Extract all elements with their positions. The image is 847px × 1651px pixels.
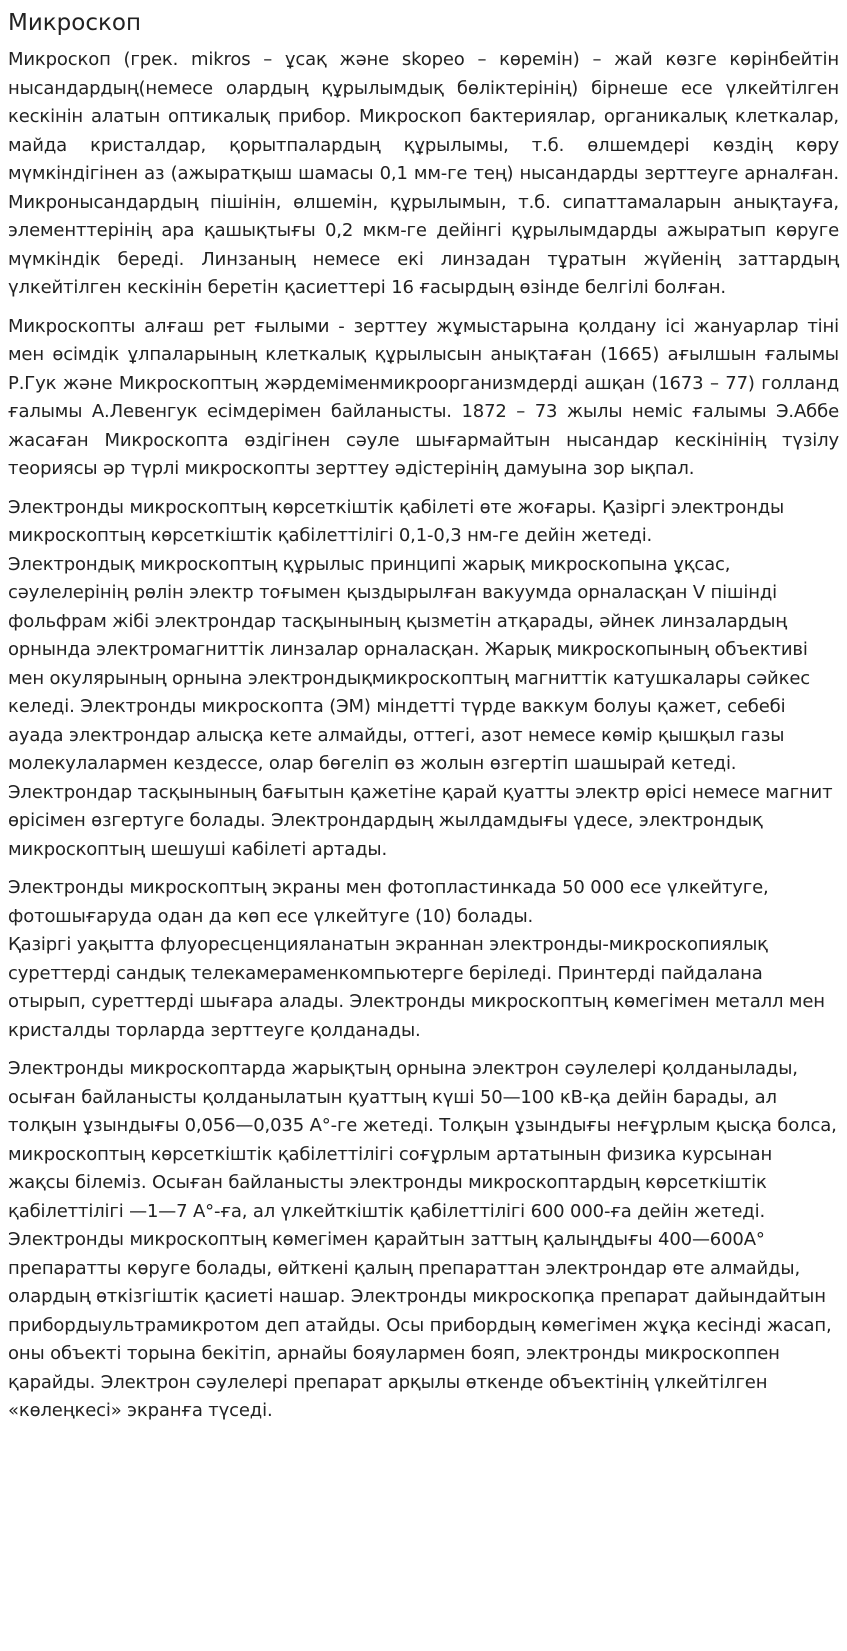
paragraph-line: Электронды микроскоптың көрсеткіштік қабілеті өте жоғары. Қазіргі электронды микроскоптың көрсеткіштік қабілеттілігі 0,1-0,3 нм-ге дейін жетеді.: [8, 496, 785, 546]
paragraph-line: Электрондық микроскоптың құрылыс принципі жарық микроскопына ұқсас, сәулелерінің рөлін электр тоғымен қыздырылған вакуумда орналасқан V пішінді фольфрам жібі электрондар тасқынының қызметін атқарады, әйнек линзалардың орнында электромагниттік линзалар орналасқан. Жарық микроскопының объективі мен окулярының орнына электрондықмикроскоптың магниттік катушкалары сәйкес келеді. Электронды микроскопта (ЭМ) міндетті түрде ваккум болуы қажет, себебі ауада электрондар алысқа кете алмайды, оттегі, азот немесе көмір қышқыл газы молекулалармен кездессе, олар бөгеліп өз жолын өзгертіп шашырай кетеді. Электрондар тасқынының бағытын қажетіне қарай қуатты электр өрісі немесе магнит өрісімен өзгертуге болады. Электрондардың жылдамдығы үдесе, электрондық микроскоптың шешуші кабілеті артады.: [8, 553, 833, 860]
article-paragraph-screen: [8, 874, 839, 1045]
paragraph-line: Электронды микроскоптың экраны мен фотопластинкада 50 000 есе үлкейтуге, фотошығаруда одан да көп есе үлкейтуге (10) болады.: [8, 877, 769, 927]
article-paragraph-electron-microscope: [8, 494, 839, 865]
article-paragraph-intro: Микроскоп (грек. mikros – ұсақ және skopeo – көремін) – жай көзге көрінбейтін нысандардың(немесе олардың құрылымдық бөліктерінің) бірнеше есе үлкейтілген кескінін алатын оптикалық прибор. Микроскоп бактериялар, органикалық клеткалар, майда кристалдар, қорытпалардың құрылымы, т.б. өлшемдері көздің көру мүмкіндігінен аз (ажыратқыш шамасы 0,1 мм-ге тең) нысандарды зерттеуге арналған. Микронысандардың пішінін, өлшемін, құрылымын, т.б. сипаттамаларын анықтауға, элементтерінің ара қашықтығы 0,2 мкм-ге дейінгі құрылымдарды ажыратып көруге мүмкіндік береді. Линзаның немесе екі линзадан тұратын жүйенің заттардың үлкейтілген кескінін беретін қасиеттері 16 ғасырдың өзінде белгілі болған.: [8, 49, 839, 298]
article-title: Микроскоп: [8, 10, 142, 36]
article-paragraph-electron-beams: Электронды микроскоптарда жарықтың орнына электрон сәулелері қолданылады, осыған байланысты қолданылатын қуаттың күші 50—100 кВ-қа дейін барады, ал толқын ұзындығы 0,056—0,035 А°-ге жетеді. Толқын ұзындығы неғұрлым қысқа болса, микроскоптың көрсеткіштік қабілеттілігі соғұрлым артатынын физика курсынан жақсы білеміз. Осыған байланысты электронды микроскоптардың көрсеткіштік қабілеттілігі —1—7 А°-ға, ал үлкейткіштік қабілеттілігі 600 000-ға дейін жетеді. Электронды микроскоптың көмегімен қарайтын заттың қалыңдығы 400—600А° препаратты көруге болады, өйткені қалың препараттан электрондар өте алмайды, олардың өткізгіштік қасиеті нашар. Электронды микроскопқа препарат дайындайтын прибордыультрамикротом деп атайды. Осы прибордың көмегімен жұқа кесінді жасап, оны объекті торына бекітіп, арнайы бояулармен бояп, электронды микроскоппен қарайды. Электрон сәулелері препарат арқылы өткенде объектінің үлкейтілген «көлеңкесі» экранға түседі.: [8, 1058, 837, 1421]
article-paragraph-history: Микроскопты алғаш рет ғылыми - зерттеу жұмыстарына қолдану ісі жануарлар тіні мен өсімдік ұлпаларының клеткалық құрылысын анықтаған (1665) ағылшын ғалымы Р.Гук және Микроскоптың жәрдеміменмикроорганизмдерді ашқан (1673 – 77) голланд ғалымы А.Левенгук есімдерімен байланысты. 1872 – 73 жылы неміс ғалымы Э.Аббе жасаған Микроскопта өздігінен сәуле шығармайтын нысандар кескінінің түзілу теориясы әр түрлі микроскопты зерттеу әдістерінің дамуына зор ықпал.: [8, 315, 839, 479]
paragraph-line: Қазіргі уақытта флуоресценцияланатын экраннан электронды-микроскопиялық суреттерді сандық телекамераменкомпьютерге беріледі. Принтерді пайдалана отырып, суреттерді шығара алады. Электронды микроскоптың көмегімен металл мен кристалды торларда зерттеуге қолданады.: [8, 934, 825, 1041]
